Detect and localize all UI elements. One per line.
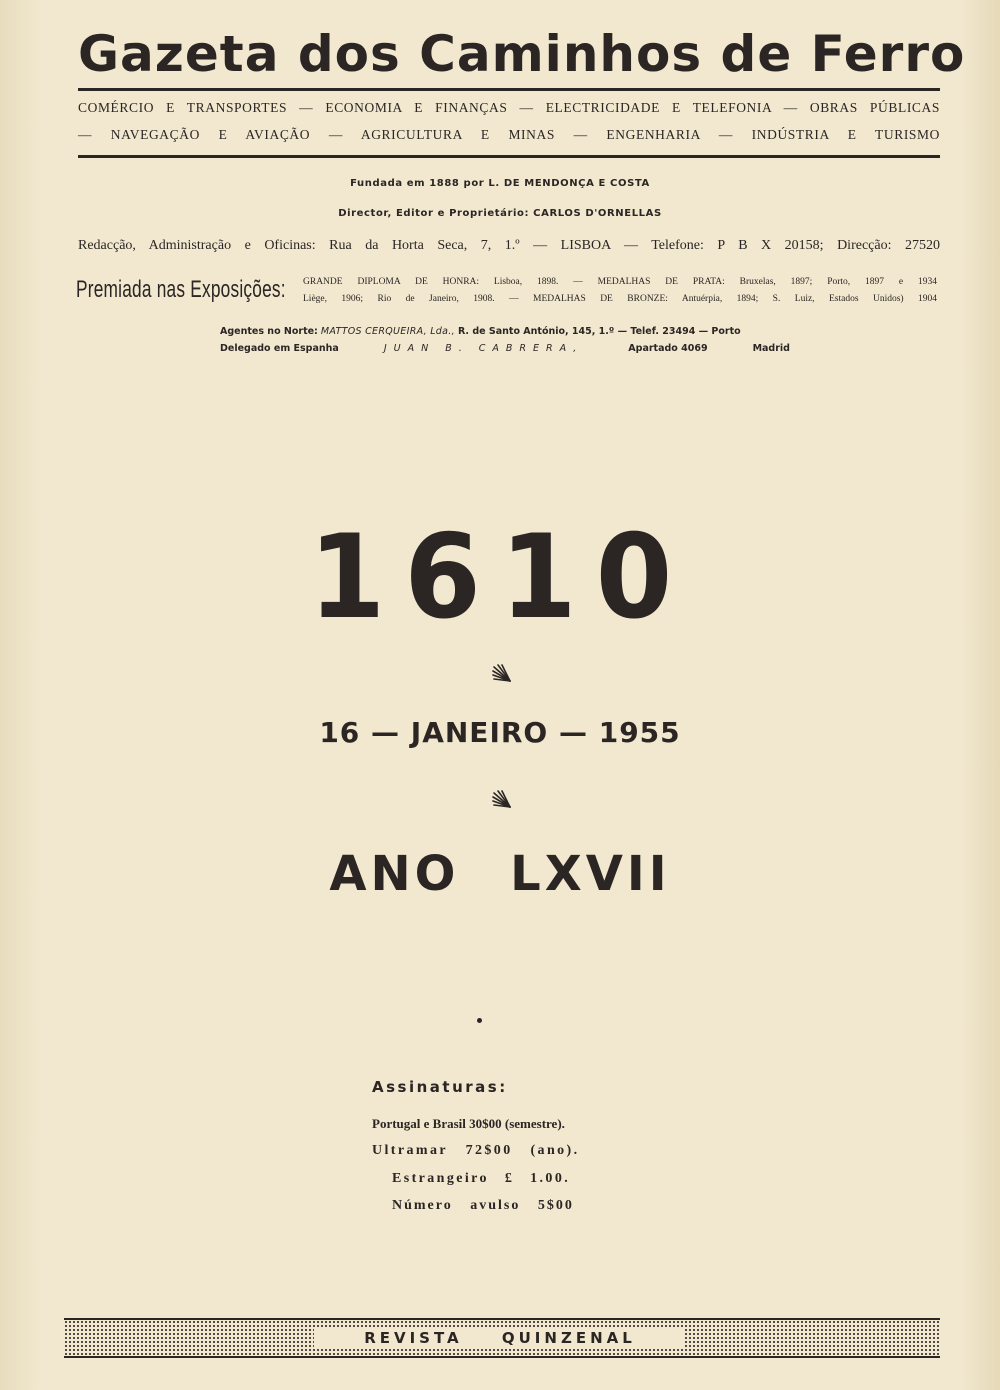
subscriptions-title: Assinaturas: xyxy=(372,1078,508,1096)
footer-rule-top xyxy=(64,1318,940,1320)
director-line: Director, Editor e Proprietário: CARLOS D'ORNELLAS xyxy=(338,208,662,219)
north-agents-label: Agentes no Norte: xyxy=(220,326,318,337)
spain-delegate-line xyxy=(220,343,790,354)
north-agents-name: MATTOS CERQUEIRA, Lda., xyxy=(320,326,455,337)
subjects-line-1: COMÉRCIO E TRANSPORTES — ECONOMIA E FINANÇAS — ELECTRICIDADE E TELEFONIA — OBRAS PÚBLICAS xyxy=(78,100,940,115)
subscription-single-issue: Número avulso 5$00 xyxy=(392,1198,574,1213)
subscription-foreign: Estrangeiro £ 1.00. xyxy=(392,1171,571,1186)
subscription-ultramar: Ultramar 72$00 (ano). xyxy=(372,1143,580,1158)
spain-delegate-name: JUAN B. CABRERA, xyxy=(383,343,584,354)
issue-volume: ANO LXVII xyxy=(329,846,671,902)
fan-ornament-icon xyxy=(490,790,516,810)
subscription-portugal: Portugal e Brasil 30$00 (semestre). xyxy=(372,1116,565,1131)
masthead-rule-top xyxy=(78,88,940,91)
issue-date: 16 — JANEIRO — 1955 xyxy=(319,716,681,749)
awards-label: Premiada nas Exposições: xyxy=(76,276,286,303)
spain-delegate-box: Apartado 4069 xyxy=(628,343,708,354)
address-line: Redacção, Administração e Oficinas: Rua da Horta Seca, 7, 1.º — LISBOA — Telefone: P B X 20158; Direcção: 27520 xyxy=(78,238,940,253)
bullet-ornament xyxy=(477,1018,482,1023)
footer-label: REVISTA QUINZENAL xyxy=(364,1329,636,1347)
masthead-rule-bottom xyxy=(78,155,940,158)
awards-line-1: GRANDE DIPLOMA DE HONRA: Lisboa, 1898. — MEDALHAS DE PRATA: Bruxelas, 1897; Porto, 1897 e 1934 xyxy=(303,277,937,287)
awards-line-2: Liège, 1906; Rio de Janeiro, 1908. — MEDALHAS DE BRONZE: Antuérpia, 1894; S. Luiz, Estados Unidos) 1904 xyxy=(303,294,937,304)
masthead-title: Gazeta dos Caminhos de Ferro xyxy=(78,25,966,83)
fan-ornament-icon xyxy=(490,664,516,684)
issue-number: 1610 xyxy=(308,510,692,645)
footer-rule-bottom xyxy=(64,1356,940,1358)
subjects-line-2: — NAVEGAÇÃO E AVIAÇÃO — AGRICULTURA E MINAS — ENGENHARIA — INDÚSTRIA E TURISMO xyxy=(78,127,940,142)
north-agents-address: R. de Santo António, 145, 1.º — Telef. 23494 — Porto xyxy=(457,326,741,337)
founded-line: Fundada em 1888 por L. DE MENDONÇA E COSTA xyxy=(350,178,650,189)
spain-delegate-label: Delegado em Espanha xyxy=(220,343,339,354)
north-agents-line xyxy=(220,326,790,337)
spain-delegate-city: Madrid xyxy=(752,343,790,354)
